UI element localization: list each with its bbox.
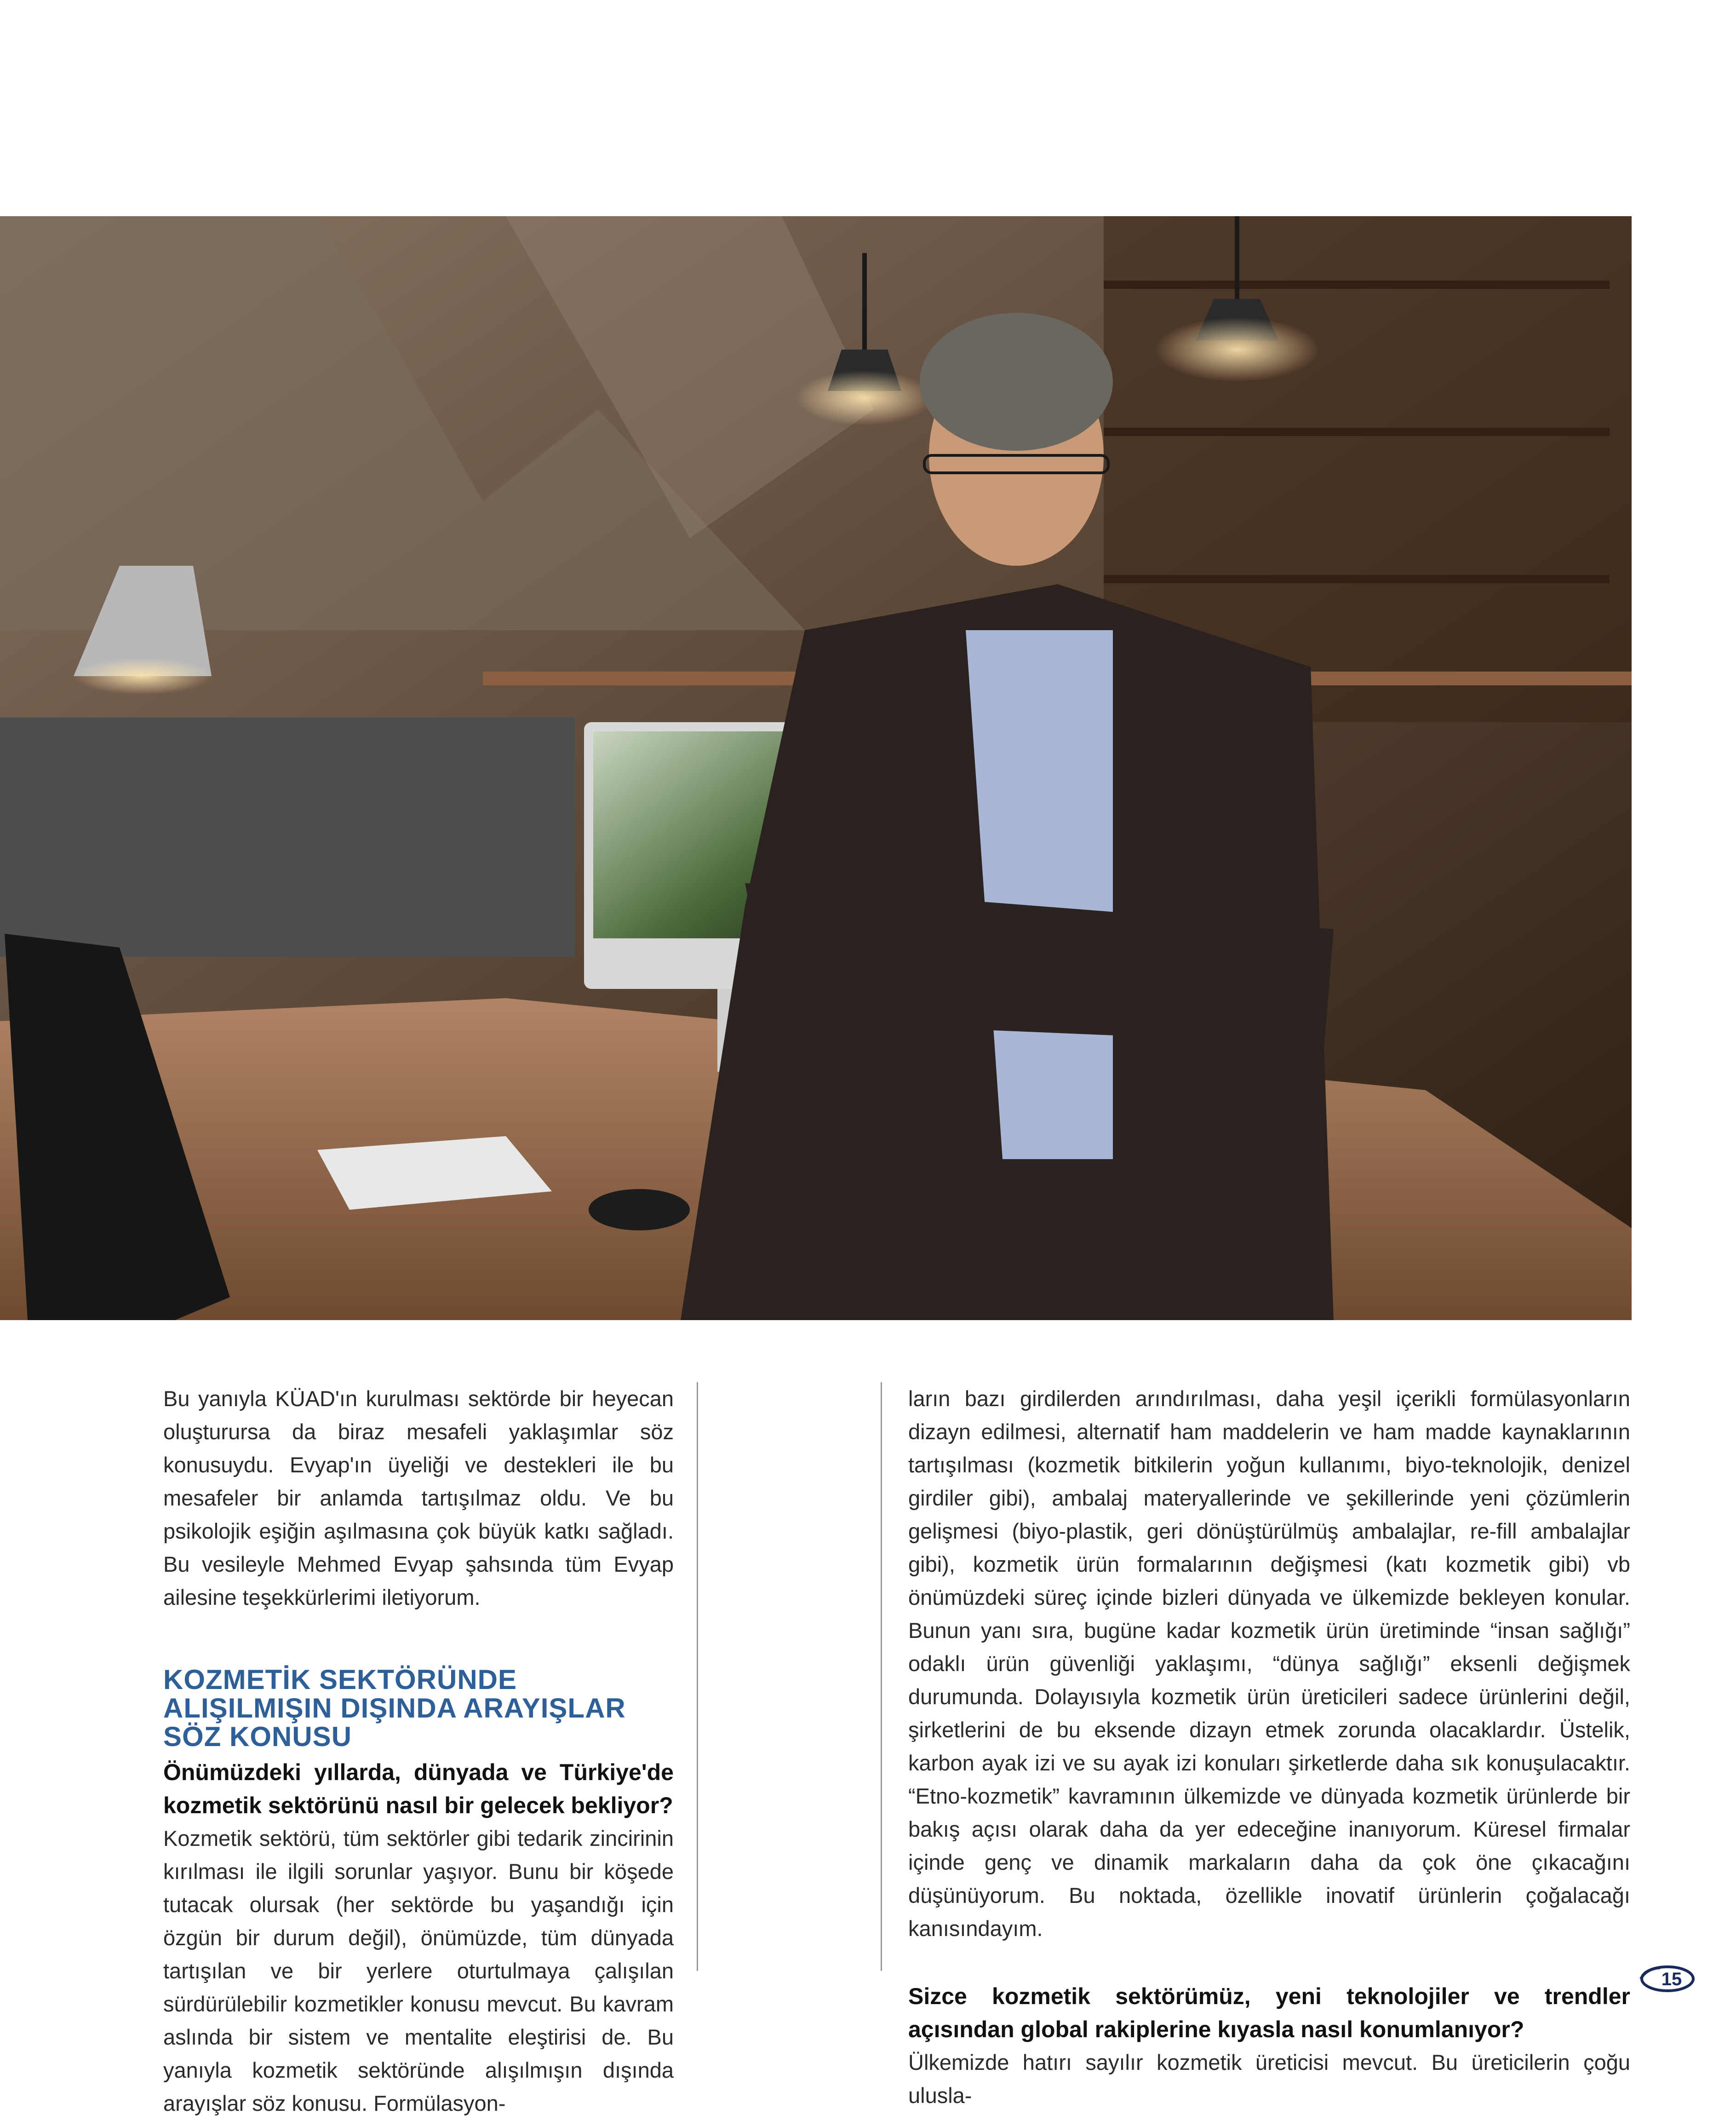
continuation-paragraph: ların bazı girdilerden arındırılması, daha yeşil içerikli formülasyonların dizayn edilmesi, alternatif ham maddelerin ve ham madde kaynaklarının tartışılması (kozmetik bitkilerin yoğun kullanımı, biyo-teknolojik, denizel girdiler gibi), ambalaj materyallerinde ve şekillerinde yeni çözümlerin gelişmesi (biyo-plastik, geri dönüştürülmüş ambalajlar, re-fill ambalajlar gibi), kozmetik ürün formalarının değişmesi (katı kozmetik gibi) vb önümüzdeki süreç içinde bizleri dünyada ve ülkemizde bekleyen konular. Bunun yanı sıra, bugüne kadar kozmetik ürün üretiminde “insan sağlığı” odaklı ürün güvenliği yaklaşımı, “dünya sağlığı” eksenli değişmek durumunda. Dolayısıyla kozmetik ürün üreticileri sadece ürünlerini değil, şirketlerini de bu eksende dizayn etmek zorunda olacaklardır. Üstelik, karbon ayak izi ve su ayak izi konuları şirketlerde daha sık konuşulacaktır. “Etno-kozmetik” kavramının ülkemizde ve dünyada kozmetik ürünlerde bir bakış açısı olarak daha da yer edeceğine inanıyorum. Küresel firmalar içinde genç ve dinamik markaların daha da çok öne çıkacağını düşünüyorum. Bu noktada, özellikle inovatif ürünlerin çoğalacağı kanısındayım.	[908, 1386, 1630, 1941]
intro-paragraph: Bu yanıyla KÜAD'ın kurulması sektörde bir heyecan oluşturursa da biraz mesafeli yaklaşımlar söz konusuydu. Evyap'ın üyeliği ve destekleri ile bu mesafeler bir anlamda tartışılmaz oldu. Ve bu psikolojik eşiğin aşılmasına çok büyük katkı sağladı. Bu vesileyle Mehmed Evyap şahsında tüm Evyap ailesine teşekkürlerimi iletiyorum.	[163, 1386, 674, 1609]
answer-paragraph: Ülkemizde hatırı sayılır kozmetik üreticisi mevcut. Bu üreticilerin çoğu ulusla-	[908, 2050, 1630, 2108]
office-portrait-illustration	[0, 216, 1632, 1320]
interview-question: Sizce kozmetik sektörümüz, yeni teknolojiler ve trendler açısından global rakiplerine kıyasla nasıl konumlanıyor?	[908, 1983, 1630, 2042]
answer-paragraph: Kozmetik sektörü, tüm sektörler gibi tedarik zincirinin kırılması ile ilgili sorunlar yaşıyor. Bunu bir köşede tutacak olursak (her sektörde bu yaşandığı için özgün bir durum değil), önümüzde, tüm dünyada tartışılan ve bir yerlere oturtulmaya çalışılan sürdürülebilir kozmetikler konusu mevcut. Bu kavram aslında bir sistem ve mentalite eleştirisi de. Bu yanıyla kozmetik sektöründe alışılmışın dışında arayışlar söz konusu. Formülasyon-	[163, 1826, 674, 2115]
page-number: 15	[1661, 1969, 1682, 1989]
section-heading: KOZMETİK SEKTÖRÜNDE ALIŞILMIŞIN DIŞINDA ARAYIŞLAR SÖZ KONUSU	[163, 1664, 626, 1752]
column-divider-left	[697, 1382, 698, 1971]
portrait-photo	[0, 216, 1632, 1320]
column-divider-right	[881, 1382, 882, 1971]
left-column	[163, 1382, 674, 2120]
right-column	[908, 1382, 1630, 2112]
interview-question: Önümüzdeki yıllarda, dünyada ve Türkiye'de kozmetik sektörünü nasıl bir gelecek bekliyor?	[163, 1759, 674, 1818]
